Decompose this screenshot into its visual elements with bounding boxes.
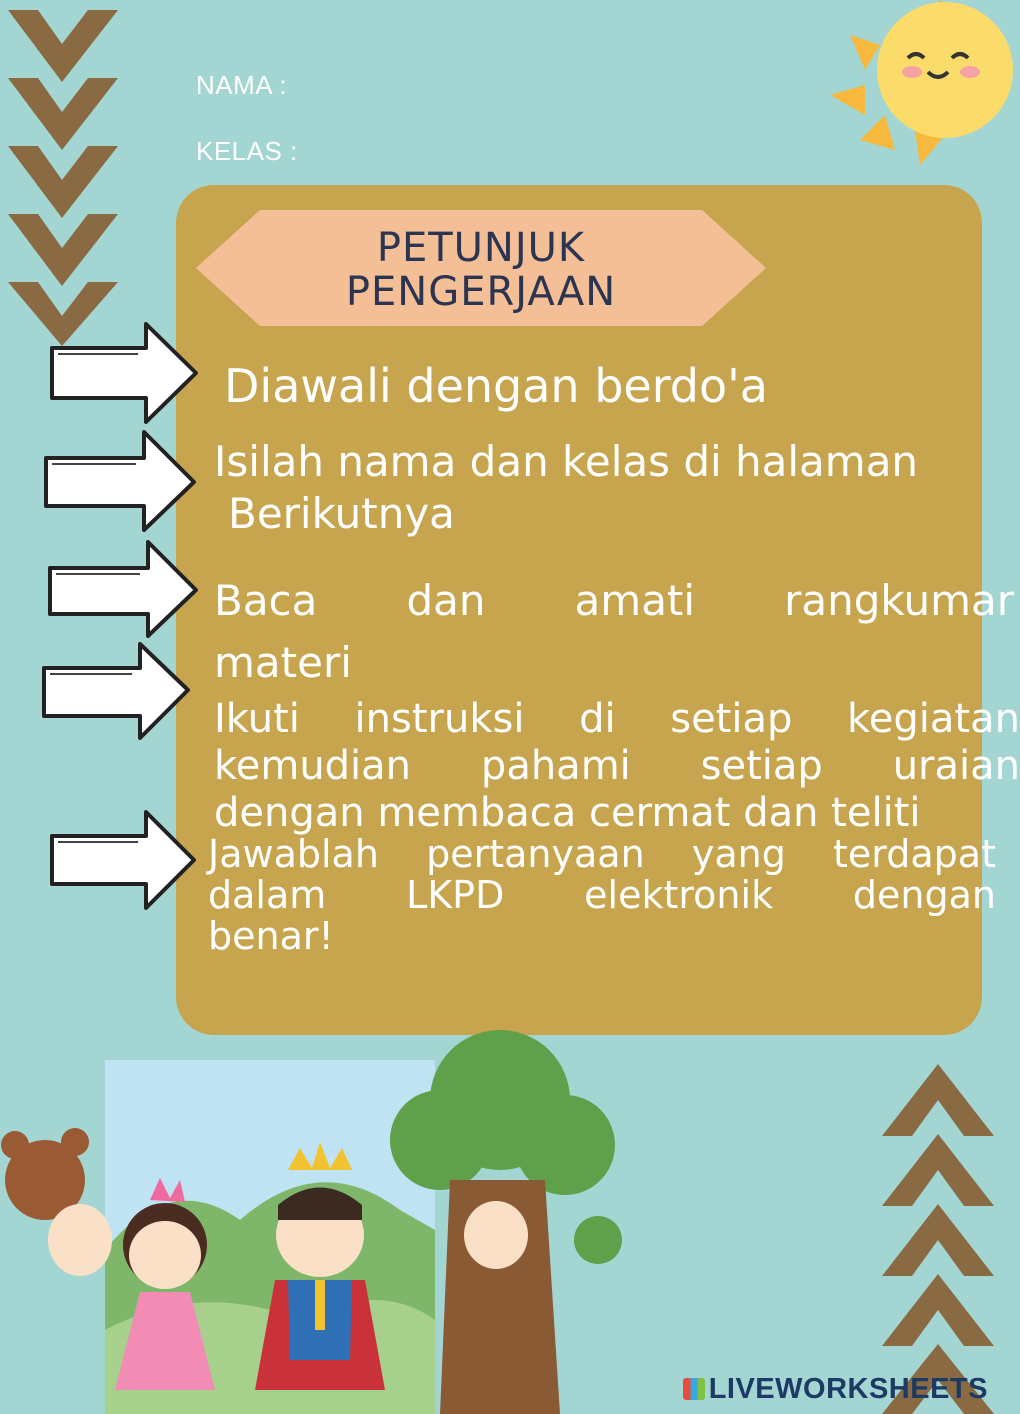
class-label: KELAS : [196,136,298,166]
arrow-right-icon [52,812,194,908]
arrow-right-icon-set [38,318,208,918]
step-5 [208,834,996,957]
step-4 [214,696,1020,837]
chevron-down-icon-stack [0,0,130,350]
step-4-line-2: kemudian pahami setiap uraian [214,743,1020,789]
step-4-line-3: dengan membaca cermat dan teliti [214,790,921,836]
step-5-line-3: benar! [208,914,334,958]
fairy-tale-characters-illustration [0,1030,640,1414]
arrow-right-icon [52,324,196,422]
brand-icon [683,1378,705,1400]
step-5-line-1: Jawablah pertanyaan yang terdapat [208,832,996,876]
arrow-right-icon [46,432,194,530]
step-2-line-2: Berikutnya [228,489,455,538]
arrow-right-icon [44,644,188,738]
step-3-line-1: Baca dan amati rangkumar [214,576,1014,625]
sun-icon [820,0,1000,170]
step-4-line-1: Ikuti instruksi di setiap kegiatan [214,696,1020,742]
chevron-up-icon-stack [876,1058,1000,1414]
page-title [196,226,766,314]
title-line-2: PENGERJAAN [345,269,617,315]
name-label: NAMA : [196,70,288,100]
step-1: Diawali dengan berdo'a [224,359,768,413]
step-5-line-2: dalam LKPD elektronik dengan [208,873,996,917]
step-2-line-1: Isilah nama dan kelas di halaman [214,437,919,486]
brand-text: LIVEWORKSHEETS [708,1373,988,1405]
brand-logo[interactable] [683,1373,988,1406]
step-3-line-2: materi [214,638,352,687]
step-2 [214,436,918,540]
arrow-right-icon [50,542,196,636]
title-line-1: PETUNJUK [376,225,586,271]
step-3 [214,570,1014,694]
